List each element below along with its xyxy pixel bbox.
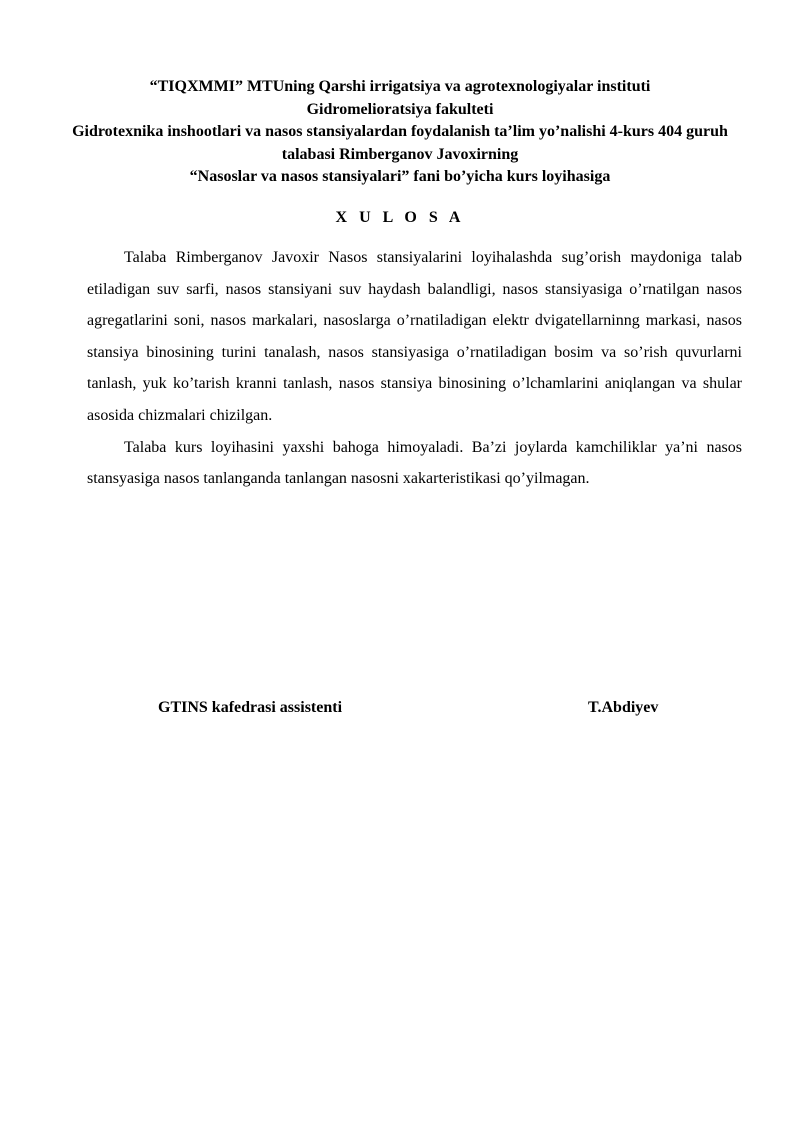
institute-name: “TIQXMMI” MTUning Qarshi irrigatsiya va agrotexnologiyalar instituti — [149, 78, 651, 95]
signatory-position: GTINS kafedrasi assistenti — [158, 699, 343, 716]
paragraph-conclusion: Talaba Rimberganov Javoxir Nasos stansiyalarini loyihalashda sug’orish maydoniga talab etiladigan suv sarfi, nasos stansiyani suv haydash balandligi, nasos stansiyasiga o’rnatilgan nasos agregatlarini soni, nasos markalari, nasoslarga o’rnatiladigan elektr dvigatellarninng markasi, nasos stansiya binosining turini tanalash, nasos stansiyasiga o’rnatiladigan bosim va so’rish quvurlarni tanlash, yuk ko’tarish kranni tanlash, nasos stansiya binosining o’lchamlarini aniqlangan va shular asosida chizmalari chizilgan. — [87, 249, 742, 424]
course-subject: “Nasoslar va nasos stansiyalari” fani bo’yicha kurs loyihasiga — [189, 168, 611, 185]
document-body — [87, 242, 742, 495]
student-info: Gidrotexnika inshootlari va nasos stansiyalardan foydalanish ta’lim yo’nalishi 4-kurs 404 guruh talabasi Rimberganov Javoxirning — [72, 123, 728, 163]
paragraph-assessment: Talaba kurs loyihasini yaxshi bahoga himoyaladi. Ba’zi joylarda kamchiliklar ya’ni nasos stansyasiga nasos tanlanganda tanlangan nasosni xakarteristikasi qo’yilmagan. — [87, 438, 742, 488]
signatory-name: T.Abdiyev — [588, 699, 659, 716]
document-title: X U L O S A — [335, 209, 465, 226]
document-header — [70, 76, 730, 189]
faculty-name: Gidromelioratsiya fakulteti — [306, 100, 494, 118]
